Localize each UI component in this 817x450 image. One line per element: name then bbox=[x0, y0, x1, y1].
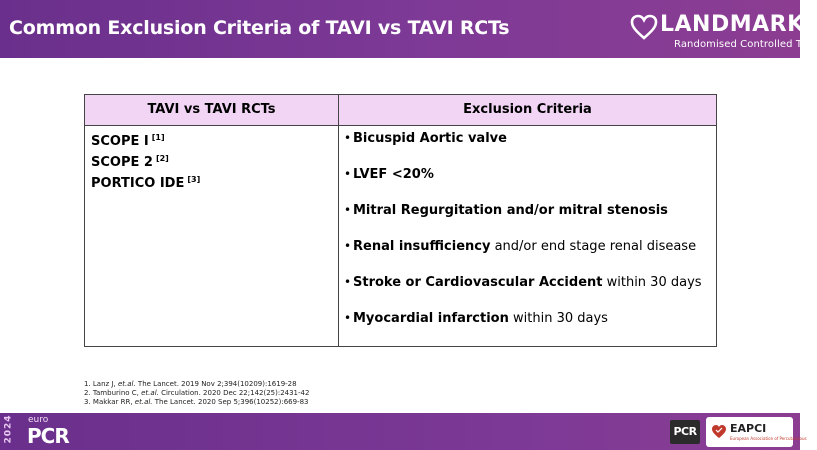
trial-item bbox=[91, 150, 331, 171]
criterion-bold: Renal insufficiency bbox=[353, 239, 491, 254]
bullet-icon: • bbox=[344, 203, 352, 217]
heart-icon bbox=[630, 13, 658, 41]
trial-name: SCOPE I bbox=[91, 134, 149, 149]
eapci-tagline: European Association of Percutaneous bbox=[730, 436, 807, 441]
trial-reference: [1] bbox=[151, 133, 165, 142]
criterion-bold: Mitral Regurgitation and/or mitral stenosis bbox=[353, 203, 668, 218]
criterion-item bbox=[344, 238, 714, 274]
europcr-small: euro bbox=[28, 415, 49, 425]
criterion-rest: within 30 days bbox=[508, 311, 608, 326]
criterion-rest: within 30 days bbox=[602, 275, 702, 290]
logo-name: LANDMARK bbox=[660, 12, 805, 37]
references bbox=[84, 380, 309, 407]
trials-cell bbox=[91, 129, 331, 192]
criterion-item bbox=[344, 130, 714, 166]
criterion-bold: Stroke or Cardiovascular Accident bbox=[353, 275, 603, 290]
criterion-bold: LVEF <20% bbox=[353, 167, 434, 182]
column-divider bbox=[338, 95, 339, 346]
eapci-logo bbox=[706, 417, 807, 447]
criterion-item bbox=[344, 202, 714, 238]
bullet-icon: • bbox=[344, 131, 352, 145]
table-header-row bbox=[85, 95, 716, 126]
bullet-icon: • bbox=[344, 239, 352, 253]
criterion-item bbox=[344, 274, 714, 310]
criterion-item bbox=[344, 310, 714, 346]
column-header-trials: TAVI vs TAVI RCTs bbox=[147, 102, 276, 117]
eapci-heart-icon bbox=[711, 424, 727, 439]
bullet-icon: • bbox=[344, 311, 352, 325]
criterion-bold: Bicuspid Aortic valve bbox=[353, 131, 507, 146]
reference-item: 1. Lanz J, et.al. The Lancet. 2019 Nov 2;394(10209):1619-28 bbox=[84, 380, 297, 388]
year-label: 2024 bbox=[3, 414, 14, 444]
europcr-logo: PCR bbox=[27, 424, 69, 448]
reference-item: 2. Tamburino C, et.al. Circulation. 2020 Dec 22;142(25):2431-42 bbox=[84, 389, 310, 397]
column-header-criteria: Exclusion Criteria bbox=[463, 102, 592, 117]
logo-tagline: Randomised Controlled Trial bbox=[674, 39, 817, 50]
pcr-badge-logo: PCR bbox=[670, 420, 700, 444]
bullet-icon: • bbox=[344, 275, 352, 289]
bullet-icon: • bbox=[344, 167, 352, 181]
header-bar bbox=[0, 0, 817, 58]
criterion-bold: Myocardial infarction bbox=[353, 311, 509, 326]
slide-title: Common Exclusion Criteria of TAVI vs TAVI RCTs bbox=[9, 17, 510, 39]
trial-reference: [3] bbox=[187, 175, 201, 184]
landmark-logo bbox=[630, 12, 817, 52]
trial-item bbox=[91, 129, 331, 150]
criterion-item bbox=[344, 166, 714, 202]
criteria-cell bbox=[344, 130, 714, 346]
trial-name: PORTICO IDE bbox=[91, 176, 185, 191]
reference-item: 3. Makkar RR, et.al. The Lancet. 2020 Sep 5;396(10252):669-83 bbox=[84, 398, 309, 406]
trial-reference: [2] bbox=[155, 154, 169, 163]
criteria-table bbox=[84, 94, 717, 347]
trial-item bbox=[91, 171, 331, 192]
eapci-name: EAPCI bbox=[730, 422, 767, 435]
trial-name: SCOPE 2 bbox=[91, 155, 153, 170]
criterion-rest: and/or end stage renal disease bbox=[490, 239, 697, 254]
